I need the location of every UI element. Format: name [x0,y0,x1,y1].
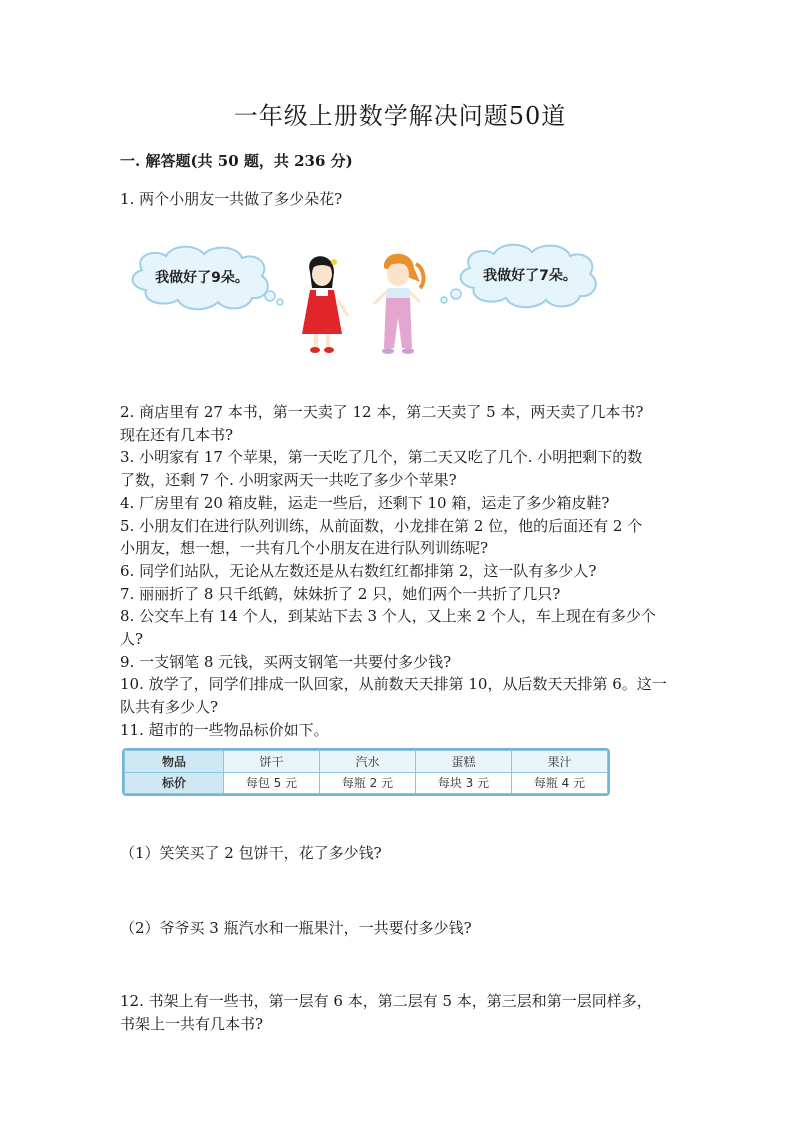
section-heading: 一. 解答题(共 50 题，共 236 分) [120,152,353,170]
table-cell: 汽水 [320,751,416,773]
question-1: 1. 两个小朋友一共做了多少朵花? [120,190,343,208]
question-line: 了数，还剩 7 个. 小明家两天一共吃了多少个苹果? [120,471,457,490]
question-line: 书架上一共有几本书? [120,1015,264,1033]
table-row [125,751,608,773]
question-line: 6. 同学们站队，无论从左数还是从右数红红都排第 2，这一队有多少人? [120,561,597,580]
questions-2-to-11 [120,401,680,742]
question-line: 10. 放学了，同学们排成一队回家，从前数天天排第 10，从后数天天排第 6。这一 [120,675,667,694]
table-header-cell: 标价 [125,772,224,794]
price-table [122,748,610,796]
table-cell: 饼干 [224,751,320,773]
table-cell: 果汁 [512,751,608,773]
question-line: 4. 厂房里有 20 箱皮鞋，运走一些后，还剩下 10 箱，运走了多少箱皮鞋? [120,493,610,512]
girl-pink-overalls-figure [374,254,423,354]
table-header-cell: 物品 [125,751,224,773]
speech-bubble-left [133,247,283,310]
girl-red-dress-figure [302,256,348,353]
question-line: 3. 小明家有 17 个苹果，第一天吃了几个，第二天又吃了几个. 小明把剩下的数 [120,448,643,467]
question-line: 队共有多少人? [120,698,219,717]
question-line: 人? [120,630,144,649]
table-cell: 每块 3 元 [416,772,512,794]
question-line: 12. 书架上有一些书，第一层有 6 本，第二层有 5 本，第三层和第一层同样多， [120,992,652,1010]
page-title: 一年级上册数学解决问题50道 [233,102,567,130]
question-1-illustration [120,238,600,368]
question-line: 9. 一支钢笔 8 元钱，买两支钢笔一共要付多少钱? [120,652,452,671]
sub-question-1: （1）笑笑买了 2 包饼干，花了多少钱? [120,844,382,862]
table-row [125,772,608,794]
question-12 [120,990,700,1036]
question-line: 小朋友，想一想，一共有几个小朋友在进行队列训练呢? [120,539,489,558]
sub-question-2: （2）爷爷买 3 瓶汽水和一瓶果汁，一共要付多少钱? [120,919,472,937]
question-line: 5. 小朋友们在进行队列训练，从前面数，小龙排在第 2 位，他的后面还有 2 个 [120,516,643,535]
question-line: 8. 公交车上有 14 个人，到某站下去 3 个人，又上来 2 个人，车上现在有多少个 [120,607,656,626]
question-line: 11. 超市的一些物品标价如下。 [120,720,329,739]
bubble-left-text: 我做好了9朵。 [155,270,249,286]
table-cell: 每瓶 2 元 [320,772,416,794]
table-cell: 每瓶 4 元 [512,772,608,794]
table-cell: 每包 5 元 [224,772,320,794]
question-line: 现在还有几本书? [120,425,234,444]
question-line: 2. 商店里有 27 本书，第一天卖了 12 本，第二天卖了 5 本，两天卖了几本书? [120,403,644,421]
table-cell: 蛋糕 [416,751,512,773]
question-line: 7. 丽丽折了 8 只千纸鹤，妹妹折了 2 只，她们两个一共折了几只? [120,584,561,603]
speech-bubble-right [441,245,596,308]
bubble-right-text: 我做好了7朵。 [483,268,577,284]
